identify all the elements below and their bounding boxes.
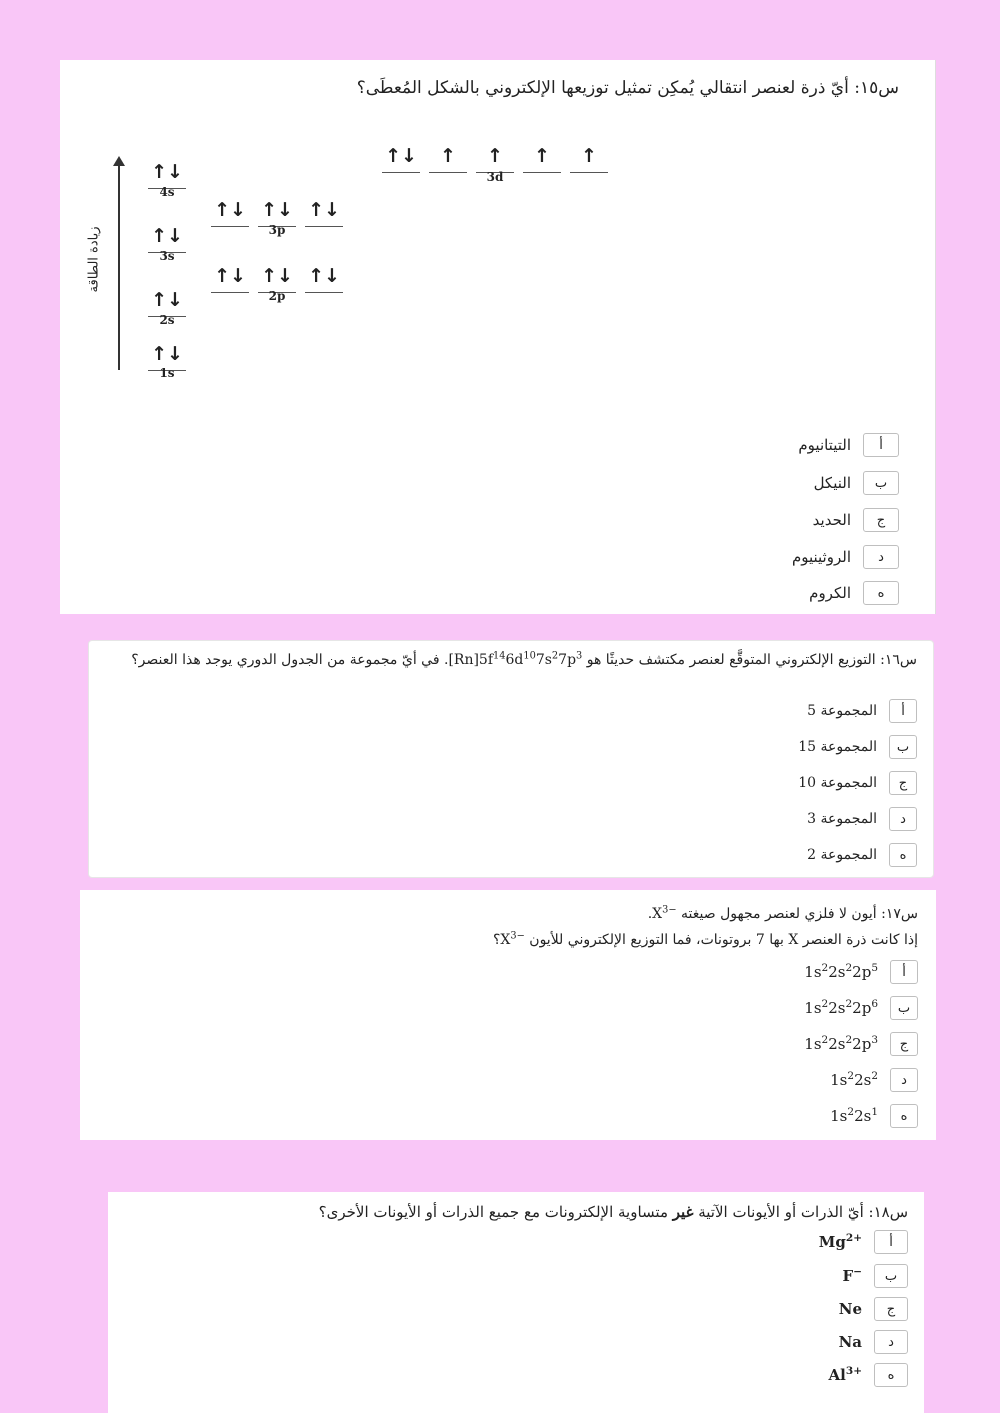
q18-option-b[interactable] <box>843 1264 908 1288</box>
config-term: 7s <box>535 652 552 668</box>
orbital-2p-box: ↑↓ <box>211 264 249 293</box>
option-label <box>804 963 878 981</box>
option-label: المجموعة 3 <box>807 811 877 827</box>
orbital-3p-box: ↑↓ <box>258 198 296 227</box>
question-17-line1: س١٧: أيون لا فلزي لعنصر مجهول صيغته $X^{3-}$. <box>647 904 918 922</box>
config-exponent: 2 <box>821 1034 829 1046</box>
option-letter: ج <box>890 1032 918 1056</box>
config-exponent: 2 <box>845 1034 853 1046</box>
orbital-3p-label: 3p <box>268 223 286 237</box>
config-term: 2s <box>854 1107 872 1125</box>
config-exponent: 3 <box>871 1034 878 1046</box>
config-exponent: 6 <box>871 998 878 1010</box>
option-letter: ب <box>889 735 917 759</box>
config-term: 2p <box>852 1035 872 1053</box>
question-18-emphasis: غير <box>672 1203 694 1221</box>
option-label <box>804 1035 878 1053</box>
config-exponent: 2 <box>845 998 853 1010</box>
config-term: 6d <box>505 652 524 668</box>
species-symbol: F <box>842 1267 854 1285</box>
option-letter: ب <box>863 471 899 495</box>
question-18-suffix: متساوية الإلكترونات مع جميع الذرات أو الأيونات الأخرى؟ <box>318 1203 668 1221</box>
orbital-3d-box: ↑↓ <box>382 144 420 173</box>
option-label: المجموعة 10 <box>798 775 877 791</box>
q16-option-a[interactable] <box>807 699 917 723</box>
q15-option-c[interactable] <box>813 508 899 532</box>
q17-option-d[interactable] <box>830 1068 918 1092</box>
question-18-prefix: س١٨: أيّ الذرات أو الأيونات الآتية <box>698 1203 908 1221</box>
config-exponent: 2 <box>871 1070 878 1082</box>
question-15-card <box>60 60 936 614</box>
option-letter: ج <box>889 771 917 795</box>
option-label <box>829 1366 862 1384</box>
q15-option-a[interactable] <box>798 433 899 457</box>
option-letter: د <box>890 1068 918 1092</box>
q15-option-d[interactable] <box>792 545 899 569</box>
config-exponent: 2 <box>847 1106 855 1118</box>
config-exponent: 5 <box>871 962 878 974</box>
option-label <box>819 1233 862 1251</box>
config-term: 2p <box>852 963 872 981</box>
option-letter: ج <box>874 1297 908 1321</box>
orbital-1s-label: 1s <box>159 366 175 380</box>
question-16-text <box>107 649 917 671</box>
species-symbol: Na <box>838 1333 862 1351</box>
option-label <box>843 1267 862 1285</box>
option-label: الكروم <box>809 584 851 602</box>
config-term: 1s <box>830 1071 848 1089</box>
q18-option-a[interactable] <box>819 1230 908 1254</box>
q17-option-b[interactable] <box>804 996 918 1020</box>
config-term: 2s <box>828 999 846 1017</box>
question-17-card <box>80 890 936 1140</box>
option-label <box>830 1071 878 1089</box>
option-letter: د <box>889 807 917 831</box>
config-core: [Rn] <box>448 652 479 668</box>
config-exponent: 2 <box>821 962 829 974</box>
orbital-1s-box: ↑↓ <box>148 342 186 371</box>
species-charge: − <box>853 1266 862 1278</box>
orbital-2p-box: ↑↓ <box>305 264 343 293</box>
option-label: المجموعة 5 <box>807 703 877 719</box>
option-label: النيكل <box>813 474 851 492</box>
ion-charge: 3− <box>662 904 677 916</box>
config-term: 5f <box>478 652 494 668</box>
option-label: الروثينيوم <box>791 548 851 566</box>
q16-option-d[interactable] <box>807 807 917 831</box>
config-exponent: 14 <box>493 650 506 662</box>
question-16-card <box>88 640 934 878</box>
option-letter: ه <box>874 1363 908 1387</box>
option-label: المجموعة 2 <box>807 847 877 863</box>
q18-option-d[interactable] <box>839 1330 908 1354</box>
orbital-3d-box: ↑ <box>476 144 514 173</box>
config-term: 2s <box>828 1035 846 1053</box>
option-letter: ب <box>874 1264 908 1288</box>
question-16-suffix: . في أيّ مجموعة من الجدول الدوري يوجد هذا العنصر؟ <box>131 652 449 668</box>
option-letter: د <box>874 1330 908 1354</box>
config-term: 1s <box>804 1035 822 1053</box>
orbital-4s-box: ↑↓ <box>148 160 186 189</box>
q18-option-c[interactable] <box>839 1297 908 1321</box>
option-label: الحديد <box>812 511 851 529</box>
config-exponent: 2 <box>847 1070 855 1082</box>
orbital-3s-box: ↑↓ <box>148 224 186 253</box>
q18-option-e[interactable] <box>829 1363 908 1387</box>
orbital-3s-label: 3s <box>159 249 175 263</box>
species-symbol: Al <box>828 1366 846 1384</box>
ion-formula <box>652 906 676 922</box>
q17-option-c[interactable] <box>804 1032 918 1056</box>
electron-configuration <box>448 652 582 668</box>
config-exponent: 2 <box>821 998 829 1010</box>
option-letter: أ <box>874 1230 908 1254</box>
config-exponent: 2 <box>551 650 559 662</box>
species-symbol: Ne <box>838 1300 862 1318</box>
q16-option-b[interactable] <box>798 735 917 759</box>
orbital-3d-box: ↑ <box>570 144 608 173</box>
ion-symbol: X <box>652 906 663 922</box>
question-17-line1-text: س١٧: أيون لا فلزي لعنصر مجهول صيغته <box>681 906 918 922</box>
question-18-text <box>128 1200 908 1224</box>
species-charge: 3+ <box>845 1365 862 1377</box>
config-term: 1s <box>804 999 822 1017</box>
option-label: التيتانيوم <box>798 436 851 454</box>
orbital-2p-label: 2p <box>268 289 286 303</box>
option-letter: أ <box>863 433 899 457</box>
species-charge: 2+ <box>845 1232 862 1244</box>
question-18-card <box>108 1192 924 1413</box>
ion-formula <box>500 932 524 948</box>
q15-option-e[interactable] <box>809 581 899 605</box>
q17-option-e[interactable] <box>830 1104 918 1128</box>
config-term: 2p <box>852 999 872 1017</box>
question-17-line2: إذا كانت ذرة العنصر X بها 7 بروتونات، فما التوزيع الإلكتروني للأيون $X^{3-}؟$ <box>492 930 918 948</box>
orbital-4s-label: 4s <box>159 185 175 199</box>
orbital-3d-box: ↑ <box>523 144 561 173</box>
option-label <box>839 1300 862 1318</box>
option-label: المجموعة 15 <box>798 739 877 755</box>
option-letter: أ <box>889 699 917 723</box>
energy-axis <box>118 164 120 370</box>
config-exponent: 2 <box>845 962 853 974</box>
q16-option-c[interactable] <box>798 771 917 795</box>
orbital-2s-box: ↑↓ <box>148 288 186 317</box>
orbital-3p-box: ↑↓ <box>211 198 249 227</box>
option-letter: ه <box>863 581 899 605</box>
energy-axis-label: زيادة الطاقة <box>86 226 102 293</box>
ion-charge: 3− <box>510 930 525 942</box>
orbital-2p-box: ↑↓ <box>258 264 296 293</box>
orbital-3d-label: 3d <box>486 170 504 184</box>
ion-symbol: X <box>500 932 511 948</box>
option-label <box>830 1107 878 1125</box>
config-term: 2s <box>854 1071 872 1089</box>
q15-option-b[interactable] <box>814 471 899 495</box>
question-17-line2-text: إذا كانت ذرة العنصر X بها 7 بروتونات، فما التوزيع الإلكتروني للأيون <box>529 932 918 948</box>
orbital-3p-box: ↑↓ <box>305 198 343 227</box>
q16-option-e[interactable] <box>807 843 917 867</box>
config-term: 1s <box>804 963 822 981</box>
q17-option-a[interactable] <box>804 960 918 984</box>
question-15-text: س١٥: أيّ ذرة لعنصر انتقالي يُمكِن تمثيل توزيعها الإلكتروني بالشكل المُعطَى؟ <box>356 78 899 98</box>
config-exponent: 1 <box>871 1106 878 1118</box>
orbital-2s-label: 2s <box>159 313 175 327</box>
config-term: 1s <box>830 1107 848 1125</box>
question-16-prefix: س١٦: التوزيع الإلكتروني المتوقَّع لعنصر مكتشف حديثًا هو <box>586 652 917 668</box>
option-letter: أ <box>890 960 918 984</box>
option-letter: د <box>863 545 899 569</box>
option-letter: ه <box>889 843 917 867</box>
option-letter: ج <box>863 508 899 532</box>
config-term: 7p <box>558 652 577 668</box>
config-exponent: 3 <box>576 650 583 662</box>
config-term: 2s <box>828 963 846 981</box>
species-symbol: Mg <box>818 1233 846 1251</box>
option-letter: ب <box>890 996 918 1020</box>
option-letter: ه <box>890 1104 918 1128</box>
config-exponent: 10 <box>523 650 536 662</box>
orbital-3d-box: ↑ <box>429 144 467 173</box>
option-label <box>804 999 878 1017</box>
option-label <box>839 1333 862 1351</box>
